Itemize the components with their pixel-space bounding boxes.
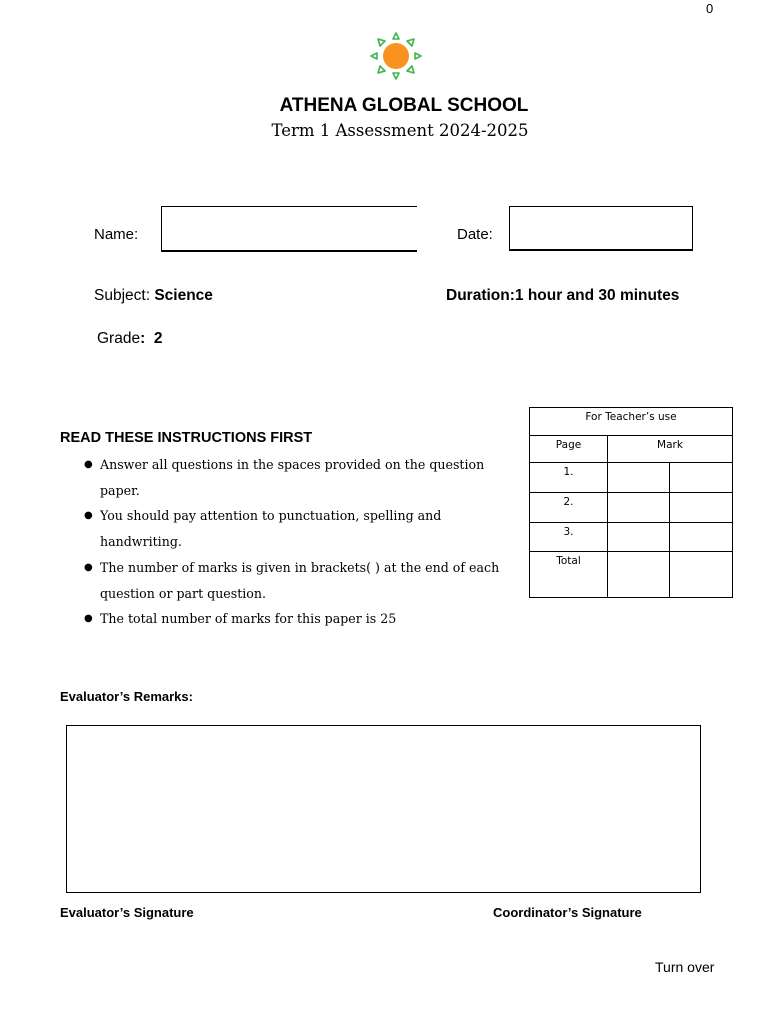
teacher-table-mark-cell[interactable] [670, 493, 733, 523]
grade-label: Grade [97, 330, 141, 347]
subject-line [94, 287, 213, 305]
teacher-table-mark-header: Mark [608, 436, 733, 463]
teacher-table-row-label: 3. [530, 523, 608, 552]
evaluator-signature-label: Evaluator’s Signature [60, 905, 194, 920]
teacher-table-total-cell[interactable] [670, 552, 733, 598]
teacher-table-mark-cell[interactable] [670, 463, 733, 493]
teacher-table-row-label: 1. [530, 463, 608, 493]
subject-value: Science [154, 287, 213, 304]
remarks-box[interactable] [66, 725, 701, 893]
duration-line [446, 287, 679, 305]
grade-line [97, 330, 163, 348]
instructions-list [84, 452, 524, 632]
teacher-table-mark-cell[interactable] [608, 463, 670, 493]
instruction-item: ● The total number of marks for this paper is 25 [84, 606, 524, 632]
instruction-item: ● You should pay attention to punctuation, spelling and handwriting. [84, 503, 524, 554]
teacher-table-total-cell[interactable] [608, 552, 670, 598]
teacher-table-total-label: Total [530, 552, 608, 598]
name-field[interactable] [161, 206, 417, 252]
duration-value: 1 hour and 30 minutes [514, 287, 680, 304]
sun-logo-icon [369, 31, 423, 81]
teacher-use-table [529, 407, 733, 598]
teacher-table-page-header: Page [530, 436, 608, 463]
teacher-table-mark-cell[interactable] [608, 523, 670, 552]
teacher-table-mark-cell[interactable] [608, 493, 670, 523]
teacher-table-title: For Teacher’s use [530, 408, 733, 436]
date-label: Date: [457, 226, 493, 243]
coordinator-signature-label: Coordinator’s Signature [493, 905, 642, 920]
instruction-item: ● The number of marks is given in brackets( ) at the end of each question or part question. [84, 555, 524, 606]
teacher-table-row-label: 2. [530, 493, 608, 523]
assessment-title: Term 1 Assessment 2024-2025 [271, 121, 529, 140]
duration-label: Duration: [446, 287, 515, 304]
date-field[interactable] [509, 206, 693, 251]
remarks-label: Evaluator’s Remarks: [60, 689, 193, 704]
grade-colon: : [140, 330, 146, 347]
instructions-title: READ THESE INSTRUCTIONS FIRST [60, 430, 313, 446]
instruction-item: ● Answer all questions in the spaces provided on the question paper. [84, 452, 524, 503]
subject-label: Subject: [94, 287, 151, 304]
turn-over-label: Turn over [655, 959, 715, 975]
teacher-table-mark-cell[interactable] [670, 523, 733, 552]
grade-value: 2 [153, 330, 163, 347]
school-name: ATHENA GLOBAL SCHOOL [279, 95, 529, 116]
name-label: Name: [94, 226, 139, 243]
page-number: 0 [706, 1, 714, 16]
